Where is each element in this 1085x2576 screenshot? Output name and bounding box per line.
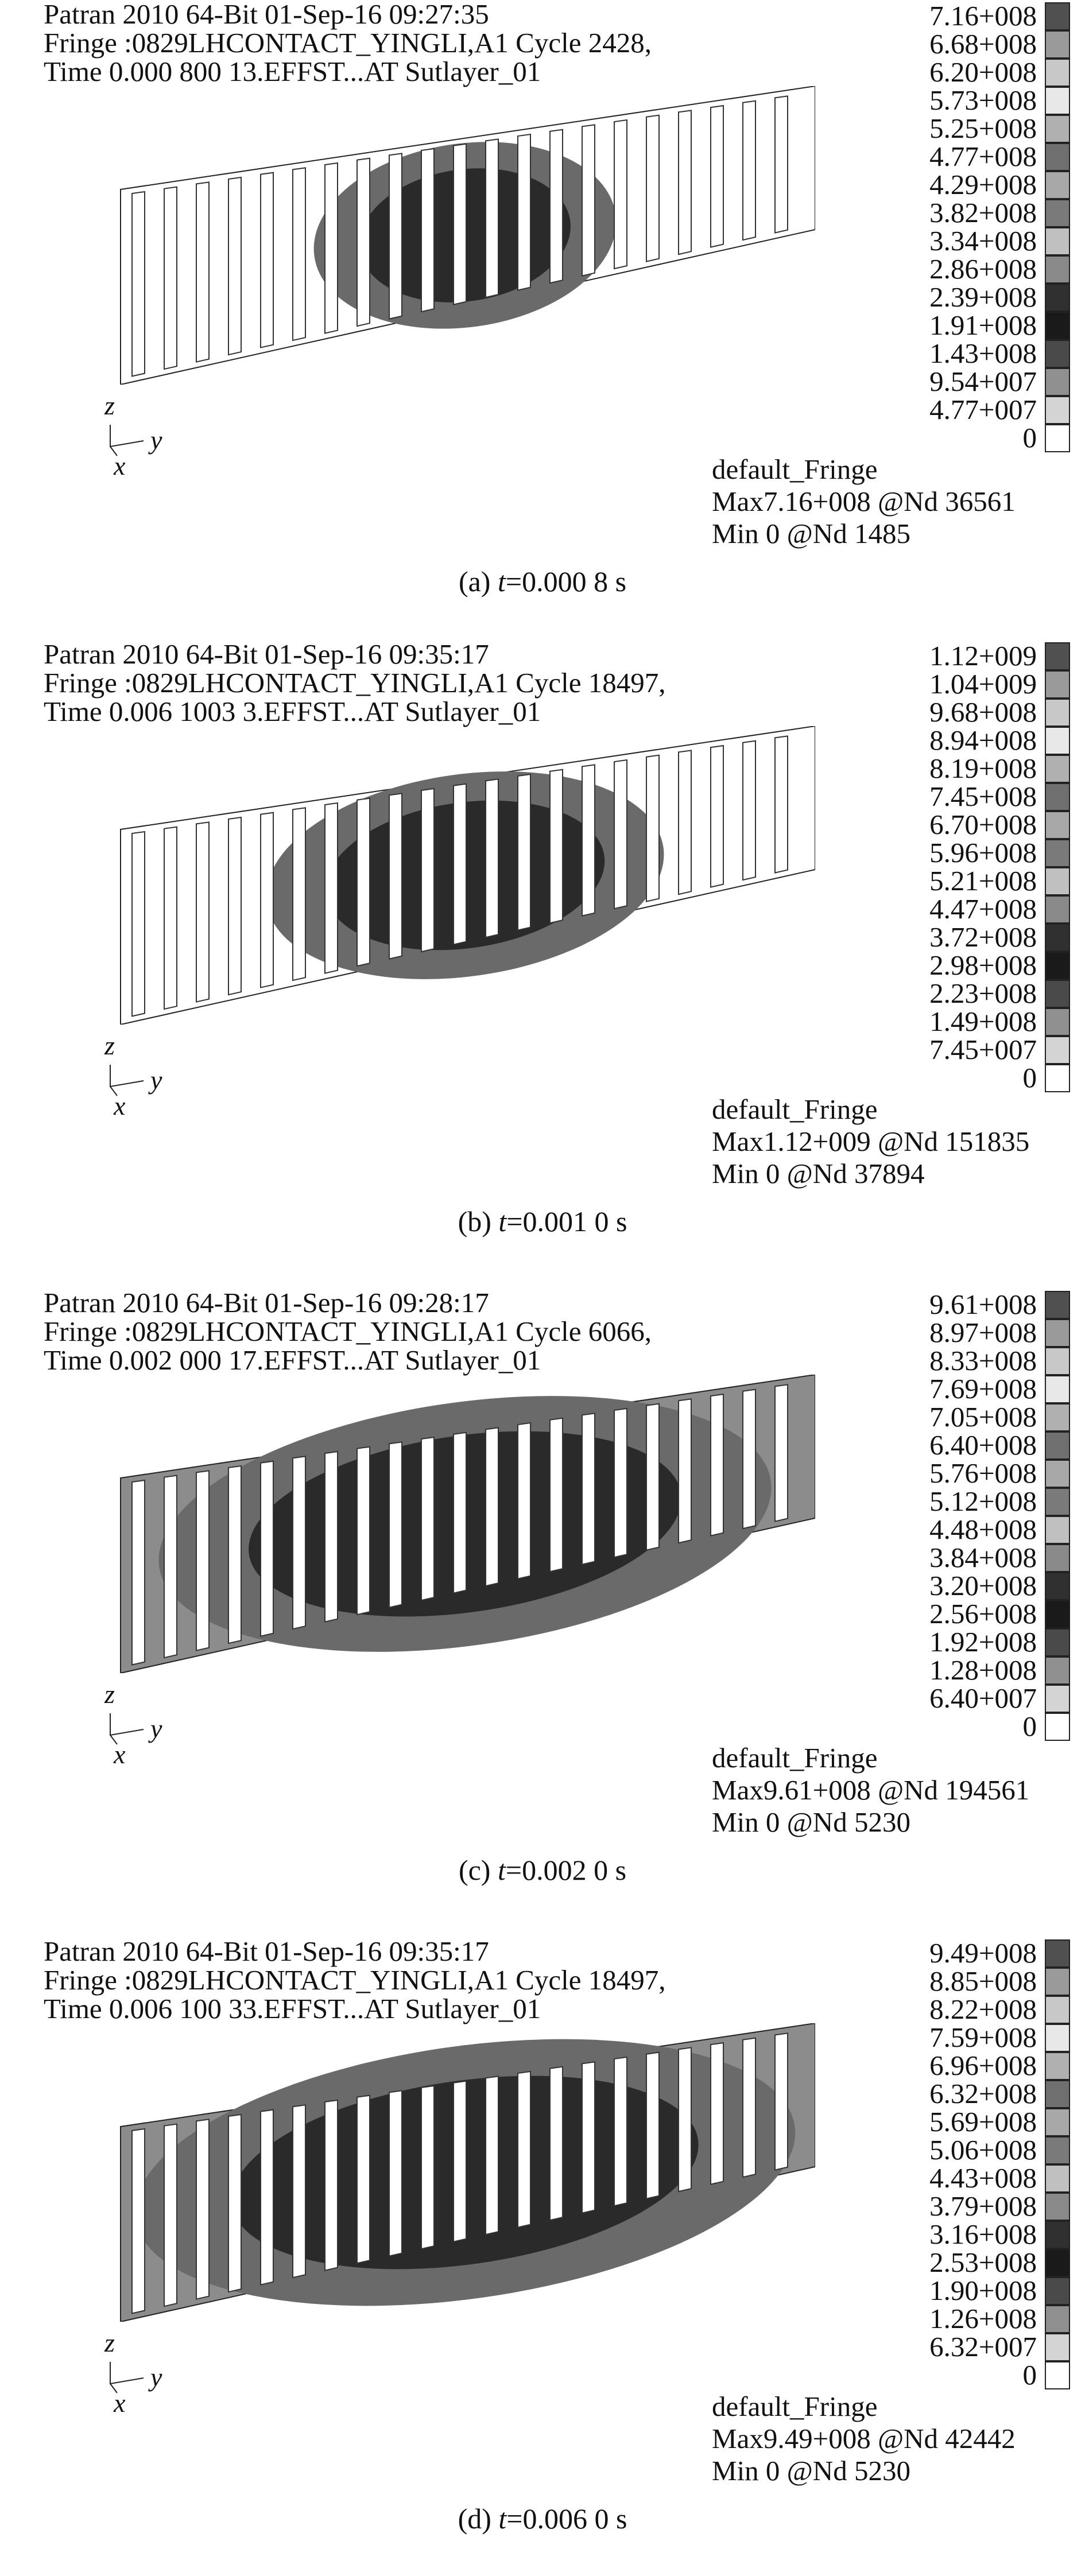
scale-swatch [1045,227,1070,255]
strip [679,750,691,894]
scale-swatch [1045,2193,1070,2221]
caption-value: =0.001 0 s [506,1205,627,1237]
scale-label: 4.43+008 [929,2162,1037,2194]
strip [164,2124,177,2306]
scale-swatch [1045,2164,1070,2193]
scale-swatch [1045,839,1070,867]
scale-label: 8.33+008 [929,1345,1037,1376]
caption-value: =0.002 0 s [505,1854,627,1886]
strip [454,2081,466,2242]
scale-swatch [1045,1939,1070,1968]
strip [421,1437,434,1600]
scale-label: 4.77+007 [929,394,1037,425]
scale-swatch [1045,2305,1070,2333]
panel-1 [0,640,1085,1279]
strip [293,1456,305,1629]
scale-label: 0 [1022,1062,1037,1093]
scale-label: 8.19+008 [929,752,1037,784]
scale-label: 6.20+008 [929,56,1037,88]
scale-label: 7.05+008 [929,1401,1037,1433]
scale-label: 1.04+009 [929,668,1037,700]
fringe-fringe: default_Fringe [712,2391,878,2422]
scale-label: 8.94+008 [929,724,1037,756]
strip [261,2110,273,2285]
scale-label: 9.54+007 [929,366,1037,397]
fe-model-plot [109,2023,815,2322]
scale-swatch [1045,424,1070,452]
fringe-max: Max7.16+008 @Nd 36561 [712,486,1016,517]
scale-swatch [1045,1431,1070,1460]
fringe-fringe: default_Fringe [712,1742,878,1774]
scale-swatch [1045,2333,1070,2361]
caption-label: (d) [458,2503,499,2535]
panel-caption [0,1854,1085,1886]
strip [389,2090,402,2256]
panel-0 [0,0,1085,639]
scale-label: 7.45+008 [929,781,1037,812]
scale-label: 3.82+008 [929,197,1037,228]
strip [228,1466,241,1643]
strip [679,1399,691,1543]
scale-label: 5.21+008 [929,865,1037,897]
panel-3 [0,1937,1085,2576]
panel-header [44,1289,652,1375]
color-scale-legend [881,1939,1070,2393]
scale-label: 6.32+007 [929,2331,1037,2362]
fringe-max: Max1.12+009 @Nd 151835 [712,1126,1030,1157]
strip [646,115,659,262]
axis-z-label: z [104,1031,115,1060]
axis-x-label: x [114,2388,126,2418]
scale-label: 7.45+007 [929,1034,1037,1065]
panel-header [44,1937,665,2023]
header-line: Patran 2010 64-Bit 01-Sep-16 09:27:35 [44,0,489,30]
header-line: Time 0.006 1003 3.EFFST...AT Sutlayer_01 [44,696,541,727]
scale-label: 8.97+008 [929,1317,1037,1348]
caption-label: (a) [458,565,498,598]
scale-label: 6.40+007 [929,1682,1037,1714]
strip [228,177,241,355]
scale-label: 1.92+008 [929,1626,1037,1658]
scale-label: 4.29+008 [929,169,1037,200]
scale-label: 1.12+009 [929,640,1037,672]
scale-swatch [1045,867,1070,895]
scale-label: 7.59+008 [929,2022,1037,2053]
strip [518,1423,530,1579]
header-line: Time 0.002 000 17.EFFST...AT Sutlayer_01 [44,1344,541,1376]
strip [357,1447,370,1615]
scale-swatch [1045,1460,1070,1488]
scale-label: 0 [1022,2359,1037,2391]
scale-swatch [1045,199,1070,227]
color-scale-legend [881,642,1070,1096]
strip [614,2057,627,2206]
scale-swatch [1045,1713,1070,1741]
caption-value: =0.000 8 s [505,565,627,598]
strip [550,770,563,923]
scale-swatch [1045,952,1070,980]
caption-variable: t [497,1854,506,1886]
scale-label: 3.79+008 [929,2190,1037,2222]
strip [550,130,563,283]
scale-swatch [1045,2136,1070,2164]
scale-label: 2.39+008 [929,281,1037,313]
strip [325,803,338,973]
caption-label: (c) [458,1854,498,1886]
scale-swatch [1045,1403,1070,1431]
scale-swatch [1045,2024,1070,2052]
axis-z-label: z [104,1679,115,1709]
fringe-info [712,1742,1029,1838]
header-line: Fringe :0829LHCONTACT_YINGLI,A1 Cycle 18497, [44,667,666,699]
scale-label: 6.70+008 [929,809,1037,840]
strip [293,2105,305,2278]
panel-caption [0,2503,1085,2535]
scale-swatch [1045,2249,1070,2277]
strip [486,1427,498,1586]
caption-variable: t [498,2503,507,2535]
strip [743,741,755,880]
scale-label: 2.23+008 [929,977,1037,1009]
strip [679,2047,691,2191]
strip [389,1442,402,1607]
scale-swatch [1045,1656,1070,1685]
scale-swatch [1045,1516,1070,1544]
strip [325,2100,338,2271]
axis-x-label: x [114,1740,126,1769]
scale-label: 9.61+008 [929,1289,1037,1320]
scale-label: 6.96+008 [929,2050,1037,2081]
scale-swatch [1045,1319,1070,1347]
scale-label: 7.16+008 [929,0,1037,32]
scale-label: 5.73+008 [929,84,1037,116]
caption-value: =0.006 0 s [506,2503,627,2535]
scale-label: 3.16+008 [929,2218,1037,2250]
strip [646,2053,659,2199]
fe-model-plot [109,86,815,385]
scale-swatch [1045,811,1070,839]
scale-label: 5.25+008 [929,112,1037,144]
fe-model-plot [109,1375,815,1673]
axis-z-label: z [104,2328,115,2357]
strip [293,808,305,980]
scale-label: 5.06+008 [929,2134,1037,2166]
strip [614,760,627,909]
header-line: Time 0.006 100 33.EFFST...AT Sutlayer_01 [44,1993,541,2024]
strip [486,2076,498,2234]
scale-swatch [1045,755,1070,783]
axis-y-label: y [150,1714,162,1743]
axis-triad [98,1031,189,1134]
axis-triad [98,2328,189,2431]
scale-swatch [1045,1544,1070,1572]
strip [486,779,498,937]
fringe-info [712,1093,1029,1190]
fringe-fringe: default_Fringe [712,453,878,485]
scale-swatch [1045,1008,1070,1036]
scale-label: 4.48+008 [929,1514,1037,1545]
scale-label: 8.85+008 [929,1965,1037,1997]
header-line: Fringe :0829LHCONTACT_YINGLI,A1 Cycle 2428, [44,27,652,59]
strip [614,120,627,269]
strip [196,822,209,1002]
strip [132,1480,145,1665]
strip [454,1433,466,1593]
strip [196,1471,209,1650]
scale-label: 8.22+008 [929,1993,1037,2025]
scale-swatch [1045,670,1070,699]
strip [743,101,755,240]
strip [454,144,466,305]
scale-label: 1.43+008 [929,337,1037,369]
axis-y-label: y [150,425,162,455]
panel-2 [0,1289,1085,1927]
scale-label: 6.40+008 [929,1429,1037,1461]
scale-swatch [1045,1968,1070,1996]
fringe-min: Min 0 @Nd 5230 [712,2455,910,2486]
strip [261,173,273,348]
strip [357,158,370,326]
strip [486,139,498,297]
scale-swatch [1045,1628,1070,1656]
scale-swatch [1045,783,1070,811]
scale-label: 1.90+008 [929,2275,1037,2306]
strip [582,1413,595,1564]
strip [775,96,788,232]
scale-label: 5.12+008 [929,1485,1037,1517]
strip [228,817,241,995]
scale-label: 2.98+008 [929,949,1037,981]
scale-label: 3.72+008 [929,921,1037,953]
scale-label: 1.28+008 [929,1654,1037,1686]
header-line: Patran 2010 64-Bit 01-Sep-16 09:28:17 [44,1287,489,1318]
strip [711,1394,723,1536]
strip [711,106,723,247]
strip [711,2043,723,2185]
fringe-max: Max9.61+008 @Nd 194561 [712,1774,1030,1806]
fringe-info [712,2391,1016,2487]
strip [711,746,723,887]
strip [261,1461,273,1636]
fringe-max: Max9.49+008 @Nd 42442 [712,2423,1016,2454]
scale-label: 1.26+008 [929,2303,1037,2334]
strip [421,2086,434,2249]
strip [743,1390,755,1528]
strip [743,2038,755,2177]
scale-swatch [1045,980,1070,1008]
scale-label: 1.49+008 [929,1006,1037,1037]
strip [357,2096,370,2263]
axis-x-label: x [114,451,126,480]
scale-label: 5.76+008 [929,1457,1037,1489]
scale-swatch [1045,2052,1070,2080]
scale-swatch [1045,1375,1070,1403]
strip [325,163,338,333]
axis-z-label: z [104,391,115,420]
strip [132,192,145,377]
scale-label: 7.69+008 [929,1373,1037,1405]
scale-swatch [1045,1347,1070,1375]
strip [518,2071,530,2228]
scale-swatch [1045,1685,1070,1713]
panel-header [44,0,652,86]
strip [646,1404,659,1550]
header-line: Patran 2010 64-Bit 01-Sep-16 09:35:17 [44,638,489,670]
strip [228,2115,241,2292]
strip [775,1384,788,1521]
strip [679,110,691,254]
scale-label: 2.53+008 [929,2247,1037,2278]
scale-swatch [1045,924,1070,952]
strip [196,182,209,362]
header-line: Fringe :0829LHCONTACT_YINGLI,A1 Cycle 6066, [44,1316,652,1347]
scale-label: 0 [1022,422,1037,453]
strip [582,2062,595,2213]
scale-swatch [1045,368,1070,396]
scale-label: 5.69+008 [929,2106,1037,2137]
scale-swatch [1045,1572,1070,1600]
scale-label: 9.49+008 [929,1937,1037,1969]
strip [261,813,273,988]
fringe-min: Min 0 @Nd 1485 [712,518,910,549]
strip [164,827,177,1009]
fringe-min: Min 0 @Nd 37894 [712,1158,925,1189]
strip [775,2033,788,2170]
strip [646,755,659,902]
strip [454,784,466,945]
caption-label: (b) [458,1205,499,1237]
strip [614,1409,627,1557]
scale-swatch [1045,1291,1070,1319]
header-line: Patran 2010 64-Bit 01-Sep-16 09:35:17 [44,1935,489,1967]
header-line: Time 0.000 800 13.EFFST...AT Sutlayer_01 [44,56,541,87]
scale-swatch [1045,2080,1070,2108]
scale-label: 2.56+008 [929,1598,1037,1630]
panel-caption [0,1205,1085,1237]
scale-swatch [1045,2221,1070,2249]
scale-swatch [1045,1488,1070,1516]
strip [518,134,530,290]
scale-label: 9.68+008 [929,696,1037,728]
scale-label: 3.34+008 [929,225,1037,257]
strip [196,2119,209,2299]
scale-label: 6.32+008 [929,2078,1037,2109]
scale-swatch [1045,171,1070,199]
scale-swatch [1045,2361,1070,2389]
scale-swatch [1045,2,1070,30]
strip [518,774,530,930]
strip [357,798,370,966]
strip [421,149,434,312]
caption-variable: t [498,1205,507,1237]
scale-swatch [1045,1064,1070,1092]
axis-triad [98,1679,189,1782]
strip [132,832,145,1017]
fringe-info [712,453,1016,550]
scale-swatch [1045,87,1070,115]
scale-label: 3.20+008 [929,1570,1037,1601]
scale-swatch [1045,30,1070,59]
scale-swatch [1045,895,1070,924]
scale-label: 4.77+008 [929,141,1037,172]
panel-header [44,640,665,726]
scale-label: 3.84+008 [929,1542,1037,1573]
scale-label: 4.47+008 [929,893,1037,925]
scale-label: 2.86+008 [929,253,1037,285]
scale-swatch [1045,1996,1070,2024]
strip [132,2129,145,2314]
axis-x-label: x [114,1091,126,1120]
strip [164,1476,177,1658]
strip [550,2067,563,2220]
scale-swatch [1045,143,1070,171]
scale-label: 5.96+008 [929,837,1037,868]
scale-swatch [1045,727,1070,755]
axis-triad [98,391,189,494]
scale-swatch [1045,2108,1070,2136]
scale-swatch [1045,59,1070,87]
strip [421,789,434,952]
scale-swatch [1045,284,1070,312]
strip [775,736,788,872]
axis-y-label: y [150,1065,162,1095]
strip [164,187,177,369]
scale-swatch [1045,396,1070,424]
scale-swatch [1045,1036,1070,1064]
strip [389,793,402,959]
scale-swatch [1045,340,1070,368]
scale-swatch [1045,2277,1070,2305]
scale-swatch [1045,1600,1070,1628]
strip [550,1418,563,1572]
scale-swatch [1045,312,1070,340]
fringe-min: Min 0 @Nd 5230 [712,1806,910,1838]
fringe-fringe: default_Fringe [712,1093,878,1125]
scale-swatch [1045,699,1070,727]
scale-swatch [1045,255,1070,284]
strip [325,1452,338,1622]
caption-variable: t [497,565,506,598]
strip [293,168,305,340]
panel-caption [0,565,1085,598]
color-scale-legend [881,2,1070,456]
scale-label: 0 [1022,1710,1037,1742]
scale-swatch [1045,115,1070,143]
color-scale-legend [881,1291,1070,1744]
axis-y-label: y [150,2362,162,2392]
strip [389,153,402,319]
scale-label: 6.68+008 [929,28,1037,60]
strip [582,765,595,915]
strip [582,125,595,276]
header-line: Fringe :0829LHCONTACT_YINGLI,A1 Cycle 18497, [44,1964,666,1996]
fe-model-plot [109,726,815,1025]
scale-label: 1.91+008 [929,309,1037,341]
scale-swatch [1045,642,1070,670]
